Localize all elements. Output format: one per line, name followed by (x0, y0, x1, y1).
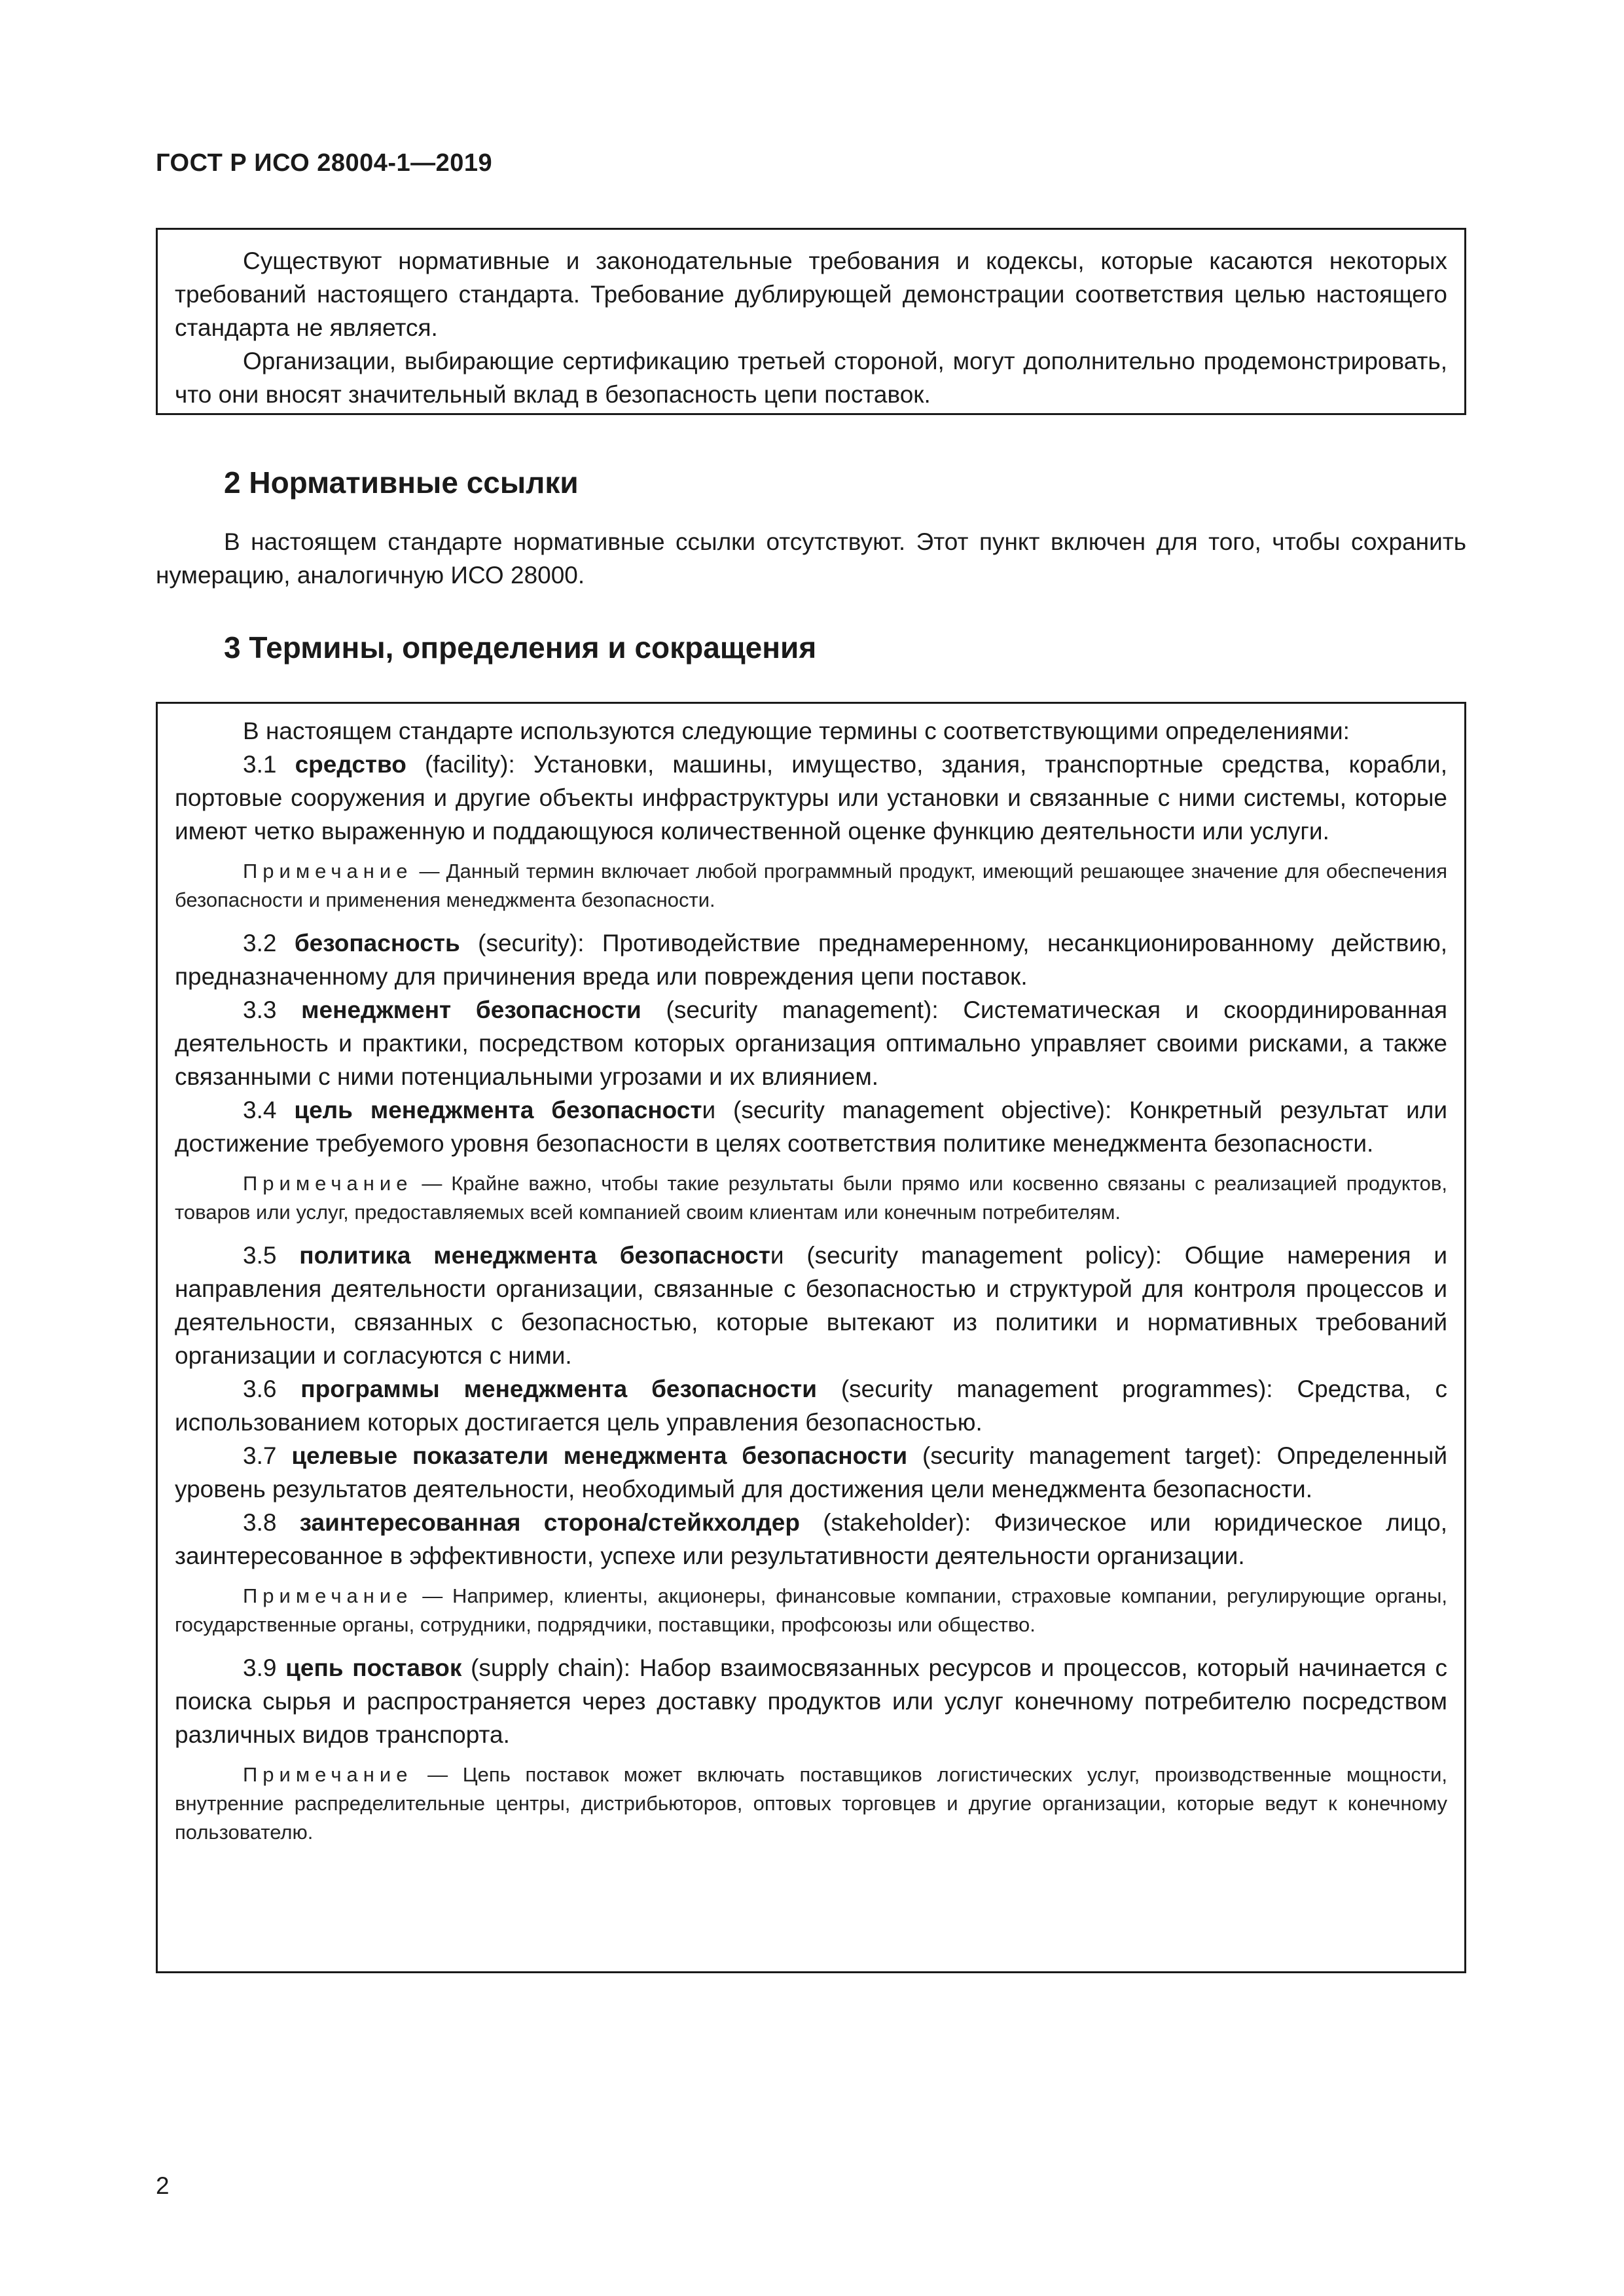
term-name: целевые показатели менеджмента безопасности (291, 1442, 908, 1469)
term-name: цель менеджмента безопасност (294, 1097, 702, 1123)
term-3-1-note: Примечание — Данный термин включает любой программный продукт, имеющий решающее значение для обеспечения безопасности и применения менеджмента безопасности. (175, 860, 1447, 911)
term-name: цепь поставок (285, 1654, 462, 1681)
intro-framed-box (156, 228, 1466, 415)
term-3-9: 3.9 цепь поставок (supply chain): Набор взаимосвязанных ресурсов и процессов, который начинается с поиска сырья и распространяется через доставку продуктов или услуг конечному потребителю посредством различных видов транспорта. (175, 1654, 1448, 1748)
term-3-1: 3.1 средство (facility): Установки, машины, имущество, здания, транспортные средства, корабли, портовые сооружения и другие объекты инфраструктуры или установки и связанные с ними системы, которые имеют четко выраженную и поддающуюся количественной оценке функцию деятельности или услуги. (175, 751, 1448, 845)
term-3-4-note: Примечание — Крайне важно, чтобы такие результаты были прямо или косвенно связаны с реализацией продуктов, товаров или услуг, предоставляемых всей компанией своим клиентам или конечным потребителям. (175, 1172, 1447, 1224)
section-2-heading: 2 Нормативные ссылки (224, 465, 579, 500)
page-number: 2 (156, 2172, 170, 2199)
document-header: ГОСТ Р ИСО 28004-1—2019 (156, 149, 493, 177)
section-2-paragraph: В настоящем стандарте нормативные ссылки отсутствуют. Этот пункт включен для того, чтобы сохранить нумерацию, аналогичную ИСО 28000. (156, 528, 1466, 589)
term-name: менеджмент безопасности (301, 996, 641, 1023)
section-3-heading: 3 Термины, определения и сокращения (224, 630, 817, 665)
term-3-6: 3.6 программы менеджмента безопасности (security management programmes): Средства, с использованием которых достигается цель управления безопасностью. (175, 1376, 1447, 1436)
term-name: политика менеджмента безопасност (299, 1242, 770, 1269)
intro-paragraph-2: Организации, выбирающие сертификацию третьей стороной, могут дополнительно продемонстрировать, что они вносят значительный вклад в безопасность цепи поставок. (175, 348, 1447, 408)
term-3-9-note: Примечание — Цепь поставок может включать поставщиков логистических услуг, производственные мощности, внутренние распределительные центры, дистрибьюторов, оптовых торговцев и другие организации, которые ведут к конечному пользователю. (175, 1763, 1447, 1844)
section-2-body (156, 525, 1466, 592)
term-name: заинтересованная сторона/стейкхолдер (299, 1509, 800, 1536)
term-name: программы менеджмента безопасности (300, 1376, 817, 1402)
term-3-7: 3.7 целевые показатели менеджмента безопасности (security management target): Определенный уровень результатов деятельности, необходимый для достижения цели менеджмента безопасности. (175, 1442, 1447, 1503)
intro-paragraph-1: Существуют нормативные и законодательные требования и кодексы, которые касаются некоторых требований настоящего стандарта. Требование дублирующей демонстрации соответствия целью настоящего стандарта не является. (175, 247, 1447, 341)
term-3-4: 3.4 цель менеджмента безопасности (security management objective): Конкретный результат или достижение требуемого уровня безопасности в целях соответствия политике менеджмента безопасности. (175, 1097, 1447, 1157)
term-3-3: 3.3 менеджмент безопасности (security management): Систематическая и скоординированная деятельность и практики, посредством которых организация оптимально управляет своими рисками, а также связанными с ними потенциальными угрозами и их влиянием. (175, 996, 1447, 1090)
terms-framed-box (156, 702, 1466, 1973)
terms-intro: В настоящем стандарте используются следующие термины с соответствующими определениями: (243, 718, 1350, 744)
term-3-8: 3.8 заинтересованная сторона/стейкхолдер (stakeholder): Физическое или юридическое лицо, заинтересованное в эффективности, успехе или результативности деятельности организации. (175, 1509, 1447, 1569)
term-name: средство (295, 751, 406, 778)
term-3-2: 3.2 безопасность (security): Противодействие преднамеренному, несанкционированному действию, предназначенному для причинения вреда или повреждения цепи поставок. (175, 930, 1447, 990)
term-name: безопасность (294, 930, 460, 957)
term-3-8-note: Примечание — Например, клиенты, акционеры, финансовые компании, страховые компании, регулирующие органы, государственные органы, сотрудники, подрядчики, поставщики, профсоюзы или общество. (175, 1584, 1447, 1636)
term-3-5: 3.5 политика менеджмента безопасности (security management policy): Общие намерения и направления деятельности организации, связанные с безопасностью и структурой для контроля процессов и деятельности, связанных с безопасностью, которые вытекают из политики и нормативных требований организации и согласуются с ними. (175, 1242, 1448, 1369)
